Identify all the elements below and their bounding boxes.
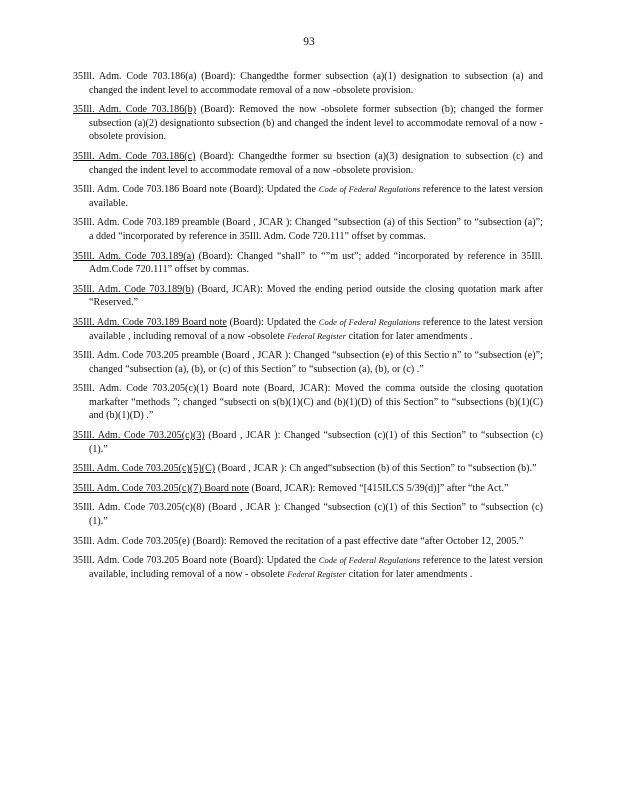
code-citation: 35Ill. Adm. Code 703.205(c)(5)(C) <box>73 463 216 475</box>
amendment-entry <box>73 501 543 528</box>
change-description: (Board, JCAR): Removed “[415ILCS 5/39(d)]” after “the Act.” <box>248 482 509 494</box>
change-description: citation for later amendments . <box>346 568 473 580</box>
italic-title: Federal Register <box>287 568 347 579</box>
amendment-entry <box>73 103 543 144</box>
amendment-entry <box>73 216 543 243</box>
change-description: reference to the latest version available , including removal of a now -obsolete <box>89 316 543 342</box>
code-citation: 35Ill. Adm. Code 703.186 Board note (Board): <box>73 184 264 196</box>
change-description: reference to the latest version available. <box>89 184 543 209</box>
italic-title: Federal Register <box>287 330 347 341</box>
amendment-entry <box>73 316 543 343</box>
change-description: (Board , JCAR ): Changed “subsection (c)(1) of this Section” to “subsection (c)(1).” <box>89 430 543 455</box>
amendment-entry <box>73 70 543 97</box>
italic-title: Code of Federal Regulations <box>318 184 421 195</box>
amendment-entry <box>73 250 543 277</box>
amendment-entry <box>73 535 543 549</box>
code-citation: 35Ill. Adm. Code 703.189 Board note <box>73 316 227 328</box>
amendment-entry <box>73 150 543 177</box>
code-citation: 35Ill. Adm. Code 703.205 preamble (Board , JCAR ): <box>73 350 291 362</box>
amendment-entry <box>73 462 543 476</box>
change-description: (Board): Changedthe former su bsection (a)(3) designation to subsection (c) and changed the indent level to accommodate removal of a now -obsolete provision. <box>89 150 543 176</box>
code-citation: 35Ill. Adm. Code 703.205 Board note (Board): <box>73 555 264 567</box>
code-citation: 35Ill. Adm. Code 703.189(a) <box>73 250 195 262</box>
code-citation: 35Ill. Adm. Code 703.205(c)(1) Board note (Board, JCAR): <box>73 383 331 395</box>
amendment-entry <box>73 349 543 376</box>
change-description: Changedthe former subsection (a)(1) designation to subsection (a) and changed the indent level to accommodate removal of a now -obsolete provision. <box>89 71 543 96</box>
code-citation: 35Ill. Adm. Code 703.205(c)(3) <box>73 430 205 442</box>
code-citation: 35Ill. Adm. Code 703.205(c)(8) <box>73 502 205 514</box>
code-citation: 35Ill. Adm. Code 703.205(c)(7) Board note <box>73 482 249 494</box>
amendment-entry <box>73 183 543 210</box>
amendment-entry <box>73 429 543 456</box>
change-description: Updated the <box>263 555 319 567</box>
change-description: (Board): Updated the <box>226 316 319 328</box>
change-description: Changed “subsection (e) of this Sectio n” to “subsection (e)”; changed “subsection (a), (b), or (c) of this Section” to “subsection (a), (b), or (c) .” <box>89 350 543 375</box>
change-description: (Board): Removed the now -obsolete former subsection (b); changed the former subsection (a)(2) designationto subsection (b) and changed the indent level to accommodate removal of a now -obsolete provision. <box>89 104 543 143</box>
amendment-entry <box>73 554 543 581</box>
change-description: Removed the recitation of a past effective date “after October 12, 2005.” <box>226 535 524 547</box>
change-description: reference to the latest version available, including removal of a now - obsolete <box>89 555 543 580</box>
change-description: Moved the comma outside the closing quotation markafter “methods ”; changed “subsecti on s(b)(1)(C) and (b)(1)(D) of this Section” to “subsections (b)(1)(C) and (b)(1)(D) .” <box>89 383 543 422</box>
change-description: citation for later amendments . <box>346 330 473 342</box>
code-citation: 35Ill. Adm. Code 703.186(c) <box>73 150 196 162</box>
italic-title: Code of Federal Regulations <box>318 316 421 327</box>
code-citation: 35Ill. Adm. Code 703.186(b) <box>73 104 197 116</box>
change-description: (Board , JCAR ): Changed “subsection (c)(1) of this Section” to “subsection (c)(1).” <box>89 502 543 528</box>
page-number: 93 <box>303 36 315 48</box>
amendment-entry <box>73 482 543 496</box>
code-citation: 35Ill. Adm. Code 703.205(e) (Board): <box>73 535 227 547</box>
amendment-entry <box>73 382 543 423</box>
amendment-list <box>73 70 543 587</box>
italic-title: Code of Federal Regulations <box>318 555 421 566</box>
change-description: (Board , JCAR ): Ch anged“subsection (b) of this Section” to “subsection (b).” <box>215 463 537 475</box>
code-citation: 35Ill. Adm. Code 703.186(a) (Board): <box>73 71 236 82</box>
change-description: (Board): Changed “shall” to “”m ust”; added “incorporated by reference in 35Ill. Adm.Code 720.111” offset by commas. <box>89 250 543 276</box>
change-description: Changed “subsection (a) of this Section” to “subsection (a)”; a dded “incorporated by reference in 35Ill. Adm. Code 720.111” offset by commas. <box>89 217 543 242</box>
change-description: Updated the <box>263 184 319 196</box>
code-citation: 35Ill. Adm. Code 703.189 preamble (Board , JCAR ): <box>73 217 293 229</box>
amendment-entry <box>73 283 543 310</box>
change-description: (Board, JCAR): Moved the ending period outside the closing quotation mark after “Reserved.” <box>89 283 543 309</box>
code-citation: 35Ill. Adm. Code 703.189(b) <box>73 283 195 295</box>
